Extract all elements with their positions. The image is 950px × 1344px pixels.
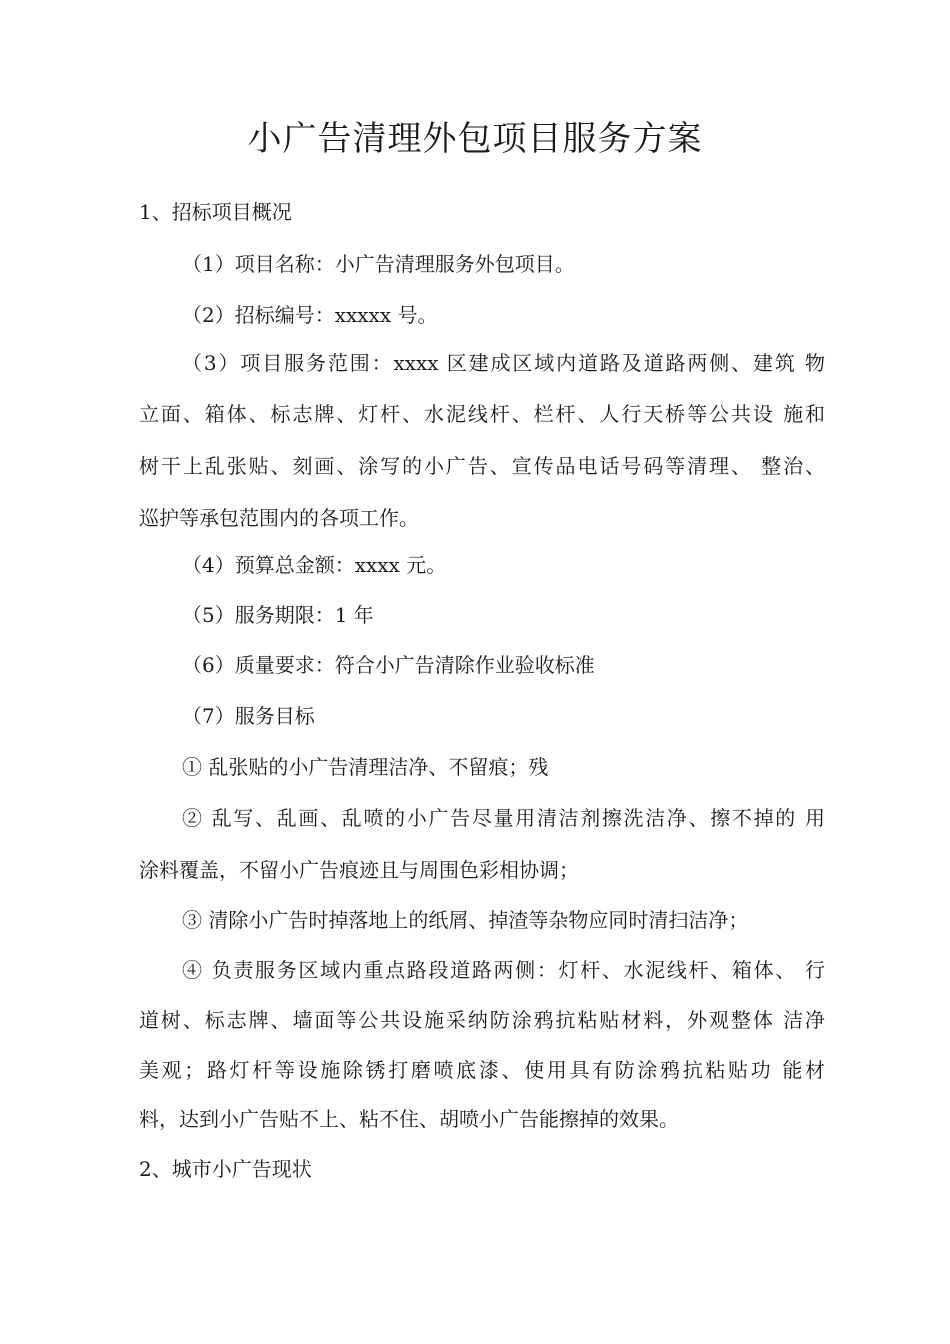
list-item-goal-4-line-2: 道树、标志牌、墙面等公共设施采纳防涂鸦抗粘贴材料，外观整体 洁净	[139, 1008, 825, 1032]
list-item-goal-1: ① 乱张贴的小广告清理洁净、不留痕；残	[182, 755, 549, 779]
paragraph-budget: （4）预算总金额：xxxx 元。	[182, 553, 447, 577]
paragraph-bid-number: （2）招标编号：xxxxx 号。	[182, 303, 438, 327]
paragraph-project-name: （1）项目名称：小广告清理服务外包项目。	[182, 252, 575, 276]
section-heading-1: 1、招标项目概况	[139, 200, 292, 224]
paragraph-quality: （6）质量要求：符合小广告清除作业验收标准	[182, 653, 595, 677]
list-item-goal-4-line-3: 美观；路灯杆等设施除锈打磨喷底漆、使用具有防涂鸦抗粘贴功 能材	[139, 1058, 825, 1082]
list-item-goal-2-line-1: ② 乱写、乱画、乱喷的小广告尽量用清洁剂擦洗洁净、擦不掉的 用	[182, 806, 825, 830]
document-title: 小广告清理外包项目服务方案	[247, 119, 703, 159]
paragraph-scope-line-2: 立面、箱体、标志牌、灯杆、水泥线杆、栏杆、人行天桥等公共设 施和	[139, 402, 825, 426]
paragraph-scope-line-1: （3）项目服务范围：xxxx 区建成区域内道路及道路两侧、建筑 物	[182, 351, 825, 375]
list-item-goal-4-line-1: ④ 负责服务区域内重点路段道路两侧：灯杆、水泥线杆、箱体、 行	[182, 958, 825, 982]
paragraph-service-goal: （7）服务目标	[182, 704, 315, 728]
paragraph-service-period: （5）服务期限：1 年	[182, 603, 374, 627]
section-heading-2: 2、城市小广告现状	[139, 1157, 312, 1181]
list-item-goal-3: ③ 清除小广告时掉落地上的纸屑、掉渣等杂物应同时清扫洁净；	[182, 908, 749, 932]
list-item-goal-2-line-2: 涂料覆盖，不留小广告痕迹且与周围色彩相协调；	[139, 858, 579, 882]
paragraph-scope-line-4: 巡护等承包范围内的各项工作。	[139, 506, 419, 530]
paragraph-scope-line-3: 树干上乱张贴、刻画、涂写的小广告、宣传品电话号码等清理、 整治、	[139, 454, 825, 478]
list-item-goal-4-line-4: 料，达到小广告贴不上、粘不住、胡喷小广告能擦掉的效果。	[139, 1107, 679, 1131]
